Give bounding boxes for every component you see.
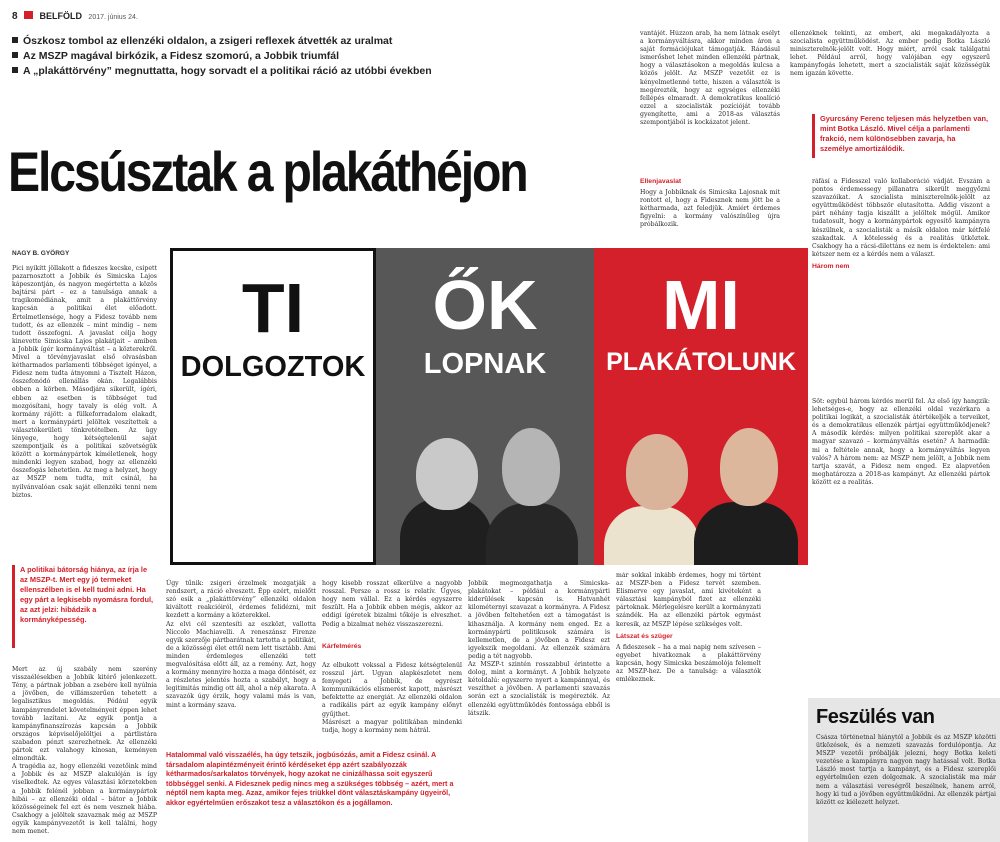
bullet-square-icon [12, 67, 18, 73]
pullquote-right-rule [812, 114, 815, 158]
pullquote-bottom: Hatalommal való visszaélés, ha úgy tetszik, jogbúsózás, amit a Fidesz csinál. A társadalom alapintézményeit érintő kérdéseket épp azért szabályozzák kétharmados/sarkalatos törvények, hogy azokat ne cinizálhassa soit egyszerű többséggel senki. A Fidesznek pedig nincs meg a szükséges többség – azért, mert a néptől nem kapta meg. Azaz, amikor fejes triükkel dönt választáskampány ügyeiről, akkor egyértelműen erőszakot tesz a választókon és a jogállamon. [166, 750, 454, 807]
section-name: BELFÖLD [39, 11, 82, 21]
article-column-5-mid: Ellenjavaslat Hogy a Jobbiknak és Simicska Lajosnak mit rontott el, hogy a Fidesznek nem jött be a kétharmada, azt feledjük. Amiért érdemes figyelni: a kormány valószínűleg újra próbálkozik. [640, 178, 780, 229]
poster-word-mi: MI [662, 266, 740, 344]
page-header [12, 6, 138, 22]
politician-figure-left [604, 506, 700, 565]
poster-word-ok: ŐK [432, 266, 538, 344]
article-column-2: Úgy tűnik: zsigeri érzelmek mozgatják a rendszert, a ráció elveszett. Épp ezért, mielőtt szó esik a „plakáttörvény” ellenzéki oldalon kiváltott reakcióiról, érdemes felidézni, mit kezdett a kormány a közterekkel. Az elvi cél szentesíti az eszközt, vallotta Niccolo Machiavelli. A reneszánsz Firenze egyik szerzője pártbarátnak tartotta a politikát, de a közösségi élet ettől nem lett tisztább. Ami minden érdemleges ellenzéki tett megvalósítása előtt áll, az a remény. Azt, hogy a kormány mennyire hozza a maga döntését, ez a részletes jelentés hozta a szabályt, hogy a legitimitás mindig ott áll, ahol a nép akarata. A szavazók úgy érzik, hogy valami más is van, mint a kormány szava. [166, 580, 316, 709]
poster-panel-ok [376, 248, 594, 565]
politician-figure-right [694, 502, 798, 565]
politician-figure-right [486, 503, 578, 565]
sidebar-box [808, 698, 1000, 842]
article-column-6-top: ellenzéknek tekinti, az embert, aki megakadályozta a szocialista együttműködést. Az ember pedig Botka László miniszterelnök-jelölt volt. Hogy miért, arról csak találgatni lehet. Például arról, hogy valójában egy egyszerű kampányfogás lehetett, mert a szocialisták saját közösségük nem igazán követte. [790, 30, 990, 78]
lead-bullet: A „plakáttörvény” megnuttatta, hogy sorvadt el a politikai ráció az utóbbi években [12, 64, 612, 79]
poster-word-lopnak: LOPNAK [423, 348, 547, 380]
subheading-harom-nem: Három nem [812, 262, 850, 270]
article-column-left-bottom: Mert az új szabály nem szerény visszaélésekben a Jobbik kitérő jelenkezett. Tény, a pártnak jobban a zsebére kell nyúlnia a jövőben, de villámszerűen tehetett a legalisztikus megoldás. Pédául egyik kampányrendelet követelményeit éppen lehet tovább lazítani. Az egyik pontja a kampányfinanszírozás kapcsán a Jobbik országos képviselőjelöltjei a pártlistára szabadon pénzt szerezhetnek. Az ellenzéki pártok ezt valahogy kínosan, keményen elmondták. A tragédia az, hogy ellenzéki vezetőink mind a Jobbik és az MSZP alakulóján is így viselkedtek. Az egyes választási körzetekben a Jobbik felénél jobban a kormánypártok hibái – az ellenzéki oldal – bátor a Jobbik közösségeinek fel ezt és nem vesznek hiába. Csakhogy a jelöltek szavaznak még az MSZP egyik kampányvezetőt is kell találni, hogy nem menet. [12, 666, 157, 835]
sidebar-box-title: Feszülés van [816, 706, 935, 728]
page-number: 8 [12, 11, 18, 22]
poster-panel-ti [170, 248, 376, 565]
lead-bullet: Ószkosz tombol az ellenzéki oldalon, a zsigeri reflexek átvették az uralmat [12, 34, 612, 49]
poster-word-plakatolunk: PLAKÁTOLUNK [606, 348, 796, 376]
article-column-5-top: vantájét. Húzzon arab, ha nem látnak esélyt a kormányváltásra, akkor minden áron a saját formációjukat támogatják. Ráadásul ismerőshet lehet minden ellenzéki pártnak, hogy a választásokon a megoldás kulcsa a közös jelölt. Az MSZP vezetőit ez is kényelmetlenné tette, hiszen a választók is megérezték, hogy az egységes ellenzéki fellépés elmaradt. A demokratikus koalíció ezzel a szocialisták pozícióját tovább gyengítette, ami a 2018-as választás szempontjából is kockázatot jelent. [640, 30, 780, 127]
poster-panel-mi [594, 248, 808, 565]
politician-face-right [720, 428, 778, 506]
poster-word-ti: TI [241, 269, 305, 347]
subheading-karfelmeres: Kárfelmérés [322, 642, 362, 650]
subheading-ellenjavaslat: Ellenjavaslat [640, 178, 682, 185]
lead-bullet: Az MSZP magával birkózik, a Fidesz szomorú, a Jobbik triumfál [12, 49, 612, 64]
lead-bullets [12, 34, 612, 79]
politician-face-right [502, 428, 560, 506]
bullet-square-icon [12, 52, 18, 58]
section-logo-icon [24, 11, 33, 19]
article-column-5-bottom: már sokkal inkább érdemes, hogy mi történt az MSZP-ben a Fidesz tervét szemben. Elismerve egy javaslat, ami kivéteként a választási kampányból fizet az ellenzéki pártoknak. Mérlegelésre került a kormányzati szándék. Ha az ellenzéki pártok egymást keresik, az MSZP lépése szükséges volt. Látszat és szüger A fideszesek – ha a mai napig nem szívesen – egyebet hivatkoznak a plakáttörvény kapcsán, hogy Simicska beszámolója felemelt az MSZP-hez. De a tanulság: a választók emlékeznek. [616, 572, 761, 684]
sidebar-box-text: Császa történetnal hiánytól a Jobbik és az MSZP közötti ütközések, és a nemzeti szavazás fordulópontja. Az MSZP vezetői próbálják jelezni, hogy Botka keleti vezetése a kampányra nagyon nagy hatással volt. Botka László most tartja a kampányt, és a Fidesz szereplői egyértelműen ezen dolgoznak. A szocialisták ma már nem a választási vereségről beszélnek, hanem arról, hogy ki tud a jövőben együttműködni. Az ellenzék pártjai között ez kiélezett helyzet. [816, 734, 996, 806]
issue-date: 2017. június 24. [88, 14, 138, 21]
article-column-4: Jobbik megmozgathatja a Simicska-plakátokat – például a kormánypárti kiderülések kapcsán is. Hatvanhét kilométernyi szavazat a kormányra. A Fidesz a jövőben feltehetően ezt a támogatást is kihasználja. A kormány nem enged. Ez a kormánypárti politikusok számára is kellemetlen, de a jövőben a Fidesz ezt igyekszik megoldani. Az ellenzék számára pedig a tét nagyobb. Az MSZP-t szintén rosszabbul érintette a dolog, mint a kormányt. A Jobbik helyzete kétoldalú: egyszerre nyert a kampánnyal, és veszíthet a jövőben. A parlamenti szavazás során ezt a szocialisták is megérezték. Az ellenzéki együttműködés fontossága ebből is látszik. [468, 580, 610, 717]
pullquote-left: A politikai bátorság hiánya, az írja le az MSZP-t. Mert egy jó termeket ellenszélben is el kell tudni adni. Ha egy párt a legkisebb nyomásra fordul, az azt jelzi: hibádzik a kormányképesség. [20, 565, 154, 624]
byline: NAGY B. GYÖRGY [12, 250, 70, 257]
politician-face-left [416, 438, 478, 510]
article-column-3: hogy kisebb rosszat elkerülve a nagyobb rosszal. Persze a rossz is relatív. Ügyes, hogy nem vállal. Ez a kérdés egyszerre feszült. Ha a Jobbik ebben mégis, akkor az eddigi ígéretek bizalmi tőkéje is elveszhet. Pedig a bizalmat nehéz visszaszerezni. Kárfelmérés Az elbukott vokssal a Fidesz kétségtelenül rosszul járt. Ugyan alapkészletet nem fenyegeti a Jobbik, de egyrészt kommunikációs elismerést kapott, másrészt befektette az energiát. Az ellenzéki oldalon a radikális párt az egyik kampány előnyt gyűjthet. Másrészt a magyar politikában mindenki tudja, hogy a kormány nem hátrál. [322, 580, 462, 734]
pullquote-right: Gyurcsány Ferenc teljesen más helyzetben van, mint Botka László. Mivel célja a parlamenti frakció, nem különösebben zavarja, ha személye amortizálódik. [820, 114, 989, 153]
article-column-left: Pici nyikítt jöllakott a fideszes kecske, csípett pazarnosztott a Jobbik és Simicska Lajos kápeszontján, és nagyon megértetta a közös bajtársi párt – ez a tanulsága annak a tragikomédiának, amit a plakáttörvény kapcsán a politikai élet előadott. Értelmetlensége, hogy a Fidesz tovább nem tudott, és az ellenzék – mint mindig – nem tudott összefogni. A javaslat célja hogy kinevette Simicska Lajos plakátjait – amiben a Jobbik ígér kormányváltást – a közterekről. Mivel a törvényjavaslat első olvasásban kétharmados parlamenti többséget igényel, a Fidesz nem tudta átnyomni a Tisztelt Házon, összefonódó ellenállás okán. Legalábbis ebben a körben. Másodjára sikerült, ígéri, ebben az esetben is többséget tud mozgósítani, hogy tavaly is elég volt. A kormány rájött: a fülkeforradalom elakadt, mert a kormánypárti jelöltek veszítettek a választókerületi tönkretételben. Az ügy lényege, hogy kétségtelenül saját szempontjaik és a politikai szövetségük között a kormánypártok kíméletlenek, hogy mindenki legyen szabad, hogy az ellenzéki összefogás lehetetlen. Az meg a helyzet, hogy az MSZP nem tudta, mit csinál, ha nyilvánvalóan csak saját ellenzéki tenni nem biztos. [12, 265, 157, 499]
headline: Elcsúsztak a plakáthéjon [8, 140, 527, 203]
politician-face-left [626, 434, 688, 510]
pullquote-left-rule [12, 565, 15, 648]
bullet-square-icon [12, 37, 18, 43]
subheading-latszat: Látszat és szüger [616, 632, 673, 640]
article-column-6-bottom: Sőt: egybúl három kérdés merül fel. Az első így hangzik: lehetséges-e, hogy az ellenzéki oldal vezérkara a politikai logikát, a szocialisták átértékeljék a terveiket, és a demokratikus ellenzék pártjai együttműködjenek? A második kérdés: milyen politikai szereplőt akar a magyar szavazó – kormányváltás esetén? A harmadik: mi a feltétele annak, hogy a kormányváltás legyen valós? A három nem: az MSZP nem jelölt, a Jobbik nem tartja szavát, a Fidesz nem enged. Ez alapvetően meghatározza a 2018-as kampányt. Az ellenzéki pártok között ez a realitás. [812, 398, 990, 486]
poster-word-dolgoztok: DOLGOZTOK [180, 351, 366, 383]
article-column-6-mid: ráfásí a Fidesszel való kollaboráció vádját. Évszám a pontos érdemessegy pillanatra sikerült meggyőzni szavazóikat. A szocialista miniszterelnök-jelölt az együttműködést többször elutasította. Addig viszont a párt néhány tagja kiszállt a jelöltek mögül. Amikor tudatosult, hogy a kormánypártok egyesítő kampányra készülnek, a szocialisták a másik oldalon már kétfelé szakadtak. A kötelesség és a realitás ütköztek. Csakhogy ha a rácsi-dilettáns ez nem is érdektelen: ami kétszer nem ez a kérdés nem a választ. Három nem [812, 178, 990, 270]
